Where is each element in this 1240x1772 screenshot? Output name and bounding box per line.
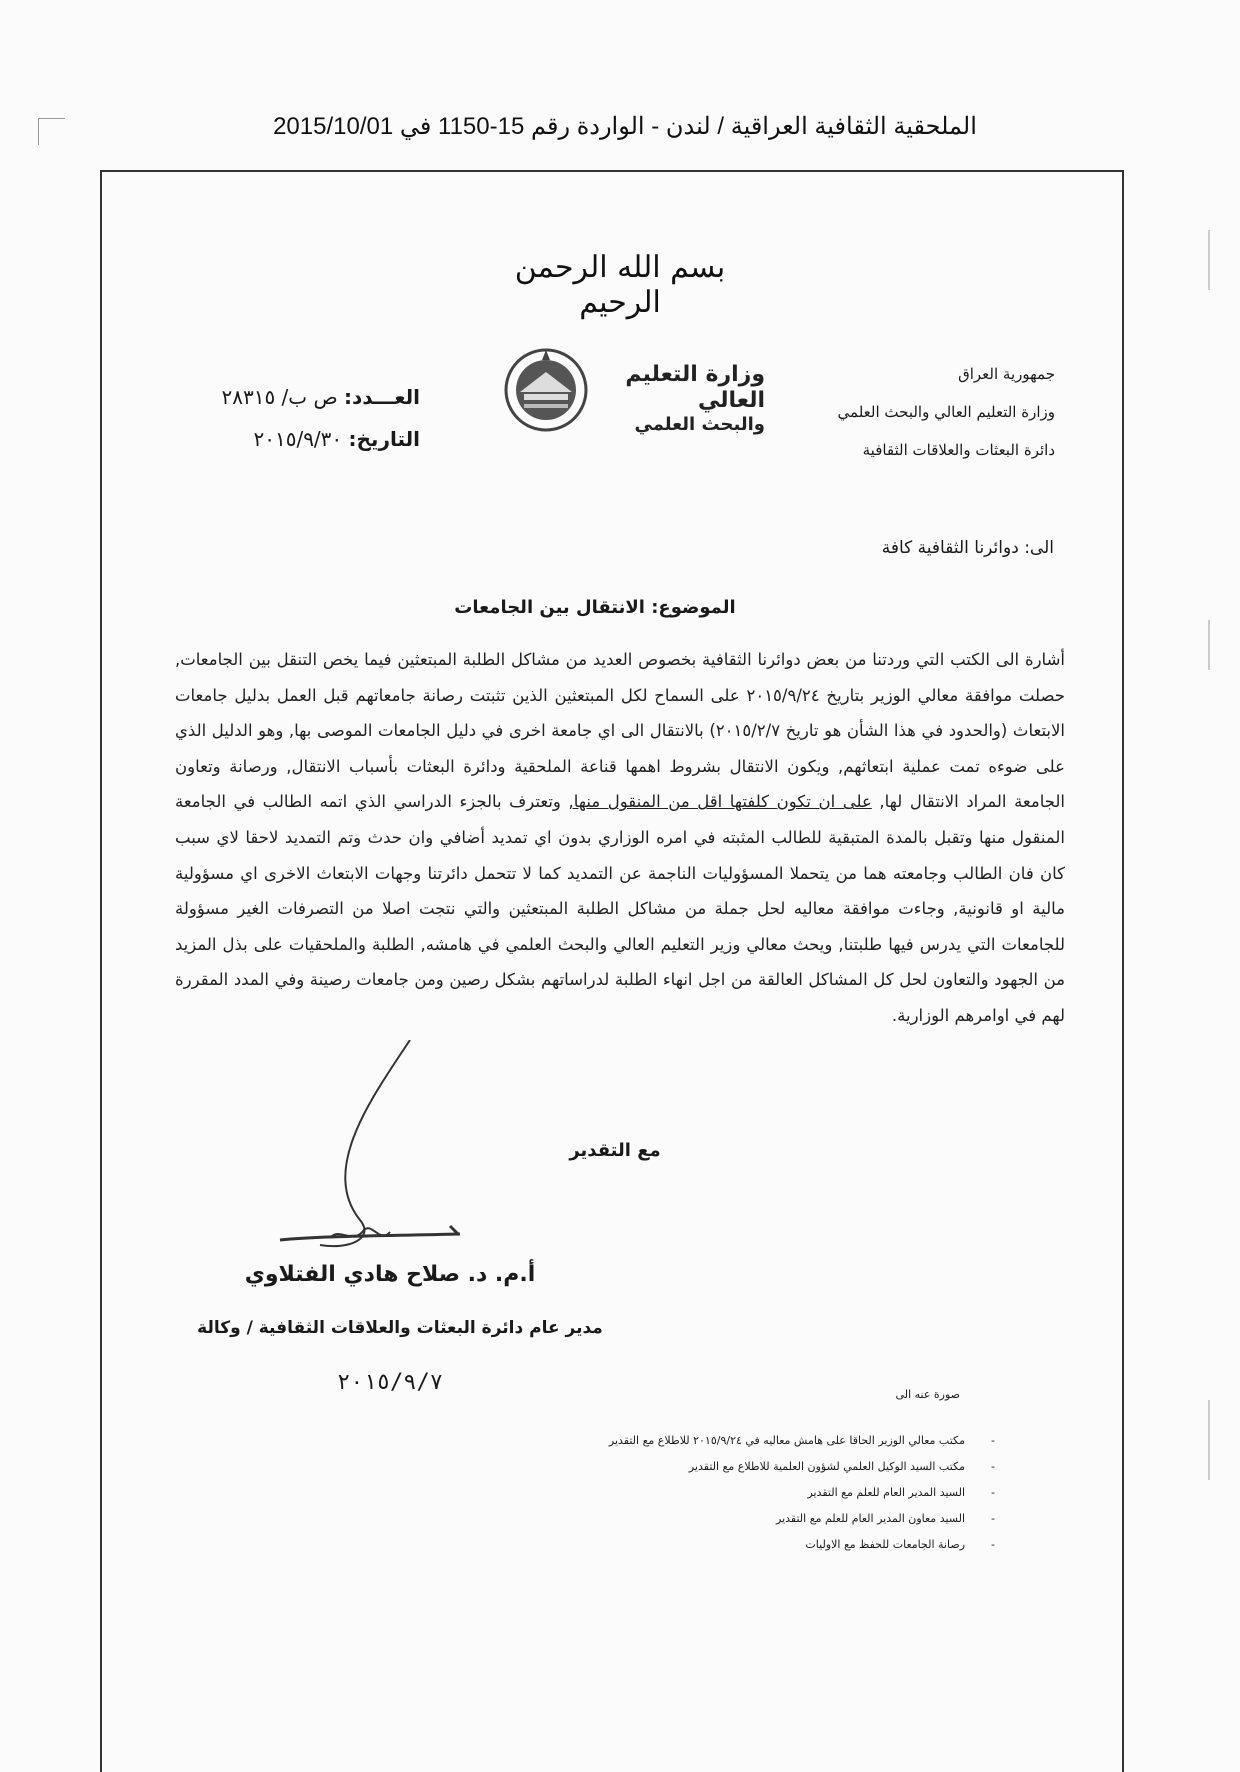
corner-mark: [38, 118, 65, 145]
body-underlined: على ان تكون كلفتها اقل من المنقول منها,: [568, 792, 872, 812]
logo-line2: والبحث العلمي: [634, 414, 765, 435]
letter-body: [175, 642, 1065, 1034]
cc-list: [375, 1428, 995, 1558]
reference-number-label: العـــدد:: [344, 385, 420, 409]
issuer-department: دائرة البعثات والعلاقات الثقافية: [862, 441, 1055, 459]
signer-name: أ.م. د. صلاح هادي الفتلاوي: [244, 1262, 536, 1287]
scan-edge-mark: [1208, 1400, 1210, 1480]
closing-line: مع التقدير: [569, 1140, 661, 1161]
signer-title: مدير عام دائرة البعثات والعلاقات الثقافية / وكالة: [197, 1318, 603, 1338]
scan-edge-mark: [1208, 230, 1210, 290]
recipient-line: الى: دوائرنا الثقافية كافة: [881, 538, 1054, 558]
signature-icon: [260, 1040, 490, 1270]
cc-item: - مكتب السيد الوكيل العلمي لشؤون العلمية للاطلاع مع التقدير: [375, 1454, 995, 1480]
reference-date: [100, 418, 420, 460]
ministry-emblem-icon: [500, 332, 592, 442]
reference-number-value: ص ب/ ٢٨٣١٥: [221, 385, 338, 409]
cc-item: - رصانة الجامعات للحفظ مع الاوليات: [375, 1532, 995, 1558]
logo-line1: وزارة التعليم العالي: [625, 362, 765, 413]
ministry-logo: [500, 332, 765, 452]
issuer-block: [795, 355, 1055, 469]
cc-item: - السيد معاون المدير العام للعلم مع التقدير: [375, 1506, 995, 1532]
signature-date: ٢٠١٥/٩/٧: [337, 1370, 443, 1395]
reference-date-label: التاريخ:: [348, 427, 420, 451]
reference-block: [100, 376, 420, 460]
reference-date-value: ٢٠١٥/٩/٣٠: [253, 427, 343, 451]
cc-title: صورة عنه الى: [895, 1388, 960, 1401]
logo-text: [590, 362, 765, 436]
basmala: بسم الله الرحمن الرحيم: [514, 250, 726, 320]
issuer-ministry: وزارة التعليم العالي والبحث العلمي: [837, 403, 1055, 421]
body-part1: أشارة الى الكتب التي وردتنا من بعض دوائرنا الثقافية بخصوص العديد من مشاكل الطلبة المبتعثين فيما يخص التنقل بين الجامعات, حصلت موافقة معالي الوزير بتاريخ ٢٠١٥/٩/٢٤ على السماح لكل المبتعثين الذين تثبتت رصانة جامعاتهم قبل العمل بدليل جامعات الابتعاث (والحدود في هذا الشأن هو تاريخ ٢٠١٥/٢/٧) بالانتقال الى اي جامعة اخرى في دليل الجامعات الموصى بها, وهو الدليل الذي على ضوءه تمت عملية ابتعاثهم, ويكون الانتقال بشروط اهمها قناعة الملحقية ودائرة البعثات بأسباب الانتقال, ورصانة وتعاون الجامعة المراد الانتقال لها,: [175, 650, 1066, 812]
subject-line: الموضوع: الانتقال بين الجامعات: [454, 597, 736, 618]
reference-number: [100, 376, 420, 418]
incoming-stamp-header: الملحقية الثقافية العراقية / لندن - الواردة رقم 15-1150 في 2015/10/01: [273, 113, 977, 140]
scan-edge-mark: [1208, 620, 1210, 670]
body-part2: وتعترف بالجزء الدراسي الذي اتمه الطالب في الجامعة المنقول منها وتقبل بالمدة المتبقية للطالب المثبته في امره الوزاري بدون اي تمديد أضافي وان حدث وتم التمديد لاحقا لاي سبب كان فان الطالب وجامعته هما من يتحملا المسؤوليات الناجمة عن التمديد كما لا تتحمل دائرتنا وجهات الابتعاث الاخرى اي مسؤولية مالية او قانونية, وجاءت موافقة معاليه لحل جملة من مشاكل الطلبة المبتعثين والتي نتجت اصلا من التصرفات الغير مسؤولة للجامعات التي يدرس فيها طلبتنا, ويحث معالي وزير التعليم العالي والبحث العلمي في هامشه, الطلبة والملحقيات على بذل المزيد من الجهود والتعاون لحل كل المشاكل العالقة من اجل انهاء الطلبة لدراساتهم بشكل رصين ومن جامعات رصينة وفي المدد المقررة لهم في اوامرهم الوزارية.: [175, 792, 1065, 1025]
cc-item: - السيد المدير العام للعلم مع التقدير: [375, 1480, 995, 1506]
cc-item: - مكتب معالي الوزير الحاقا على هامش معاليه في ٢٠١٥/٩/٢٤ للاطلاع مع التقدير: [375, 1428, 995, 1454]
issuer-country: جمهورية العراق: [958, 365, 1055, 383]
